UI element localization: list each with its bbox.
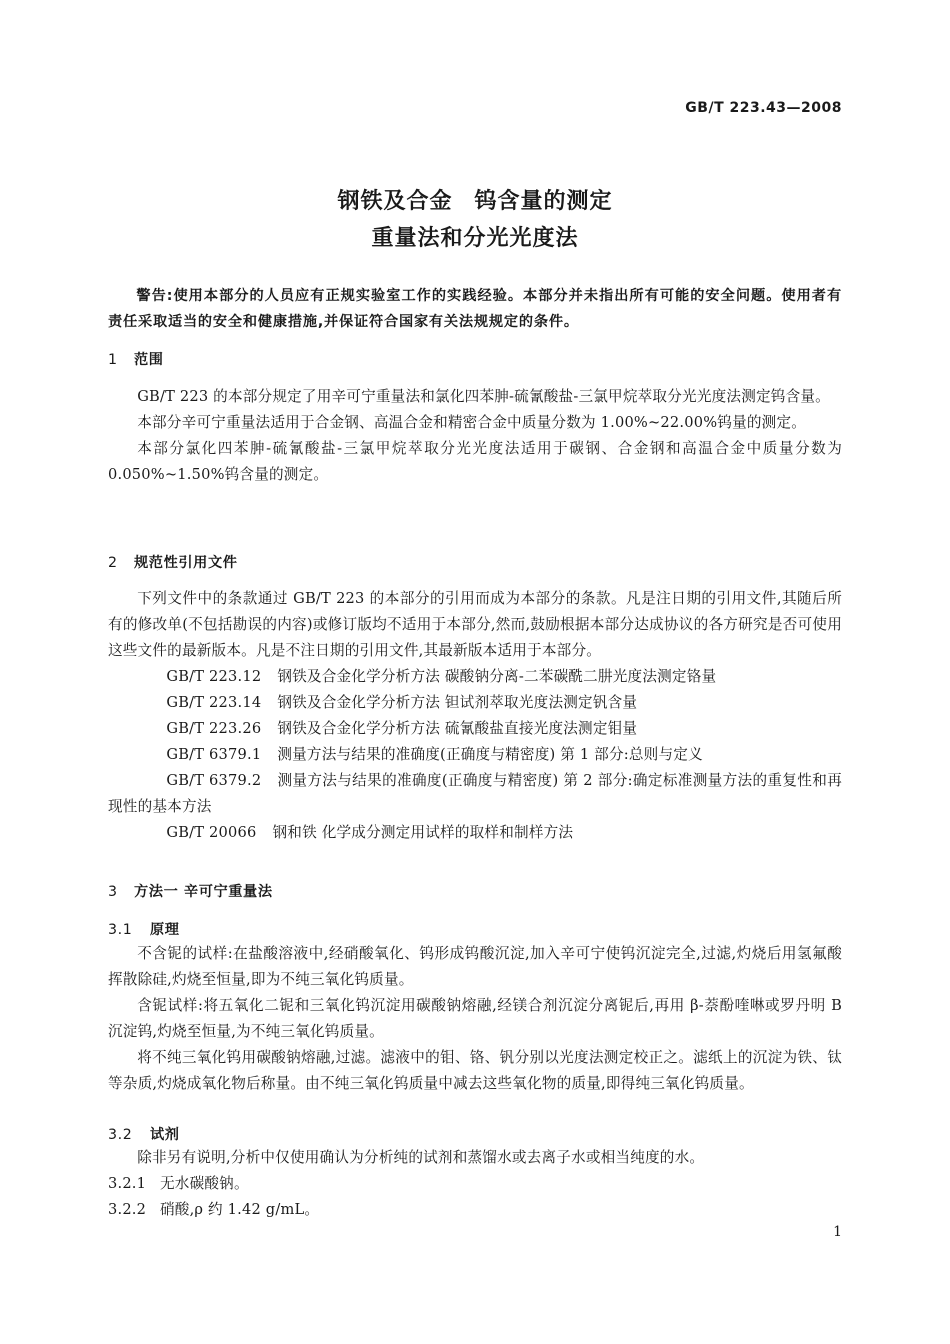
- section-3-1-paragraph: 不含铌的试样:在盐酸溶液中,经硝酸氧化、钨形成钨酸沉淀,加入辛可宁使钨沉淀完全,过滤,灼烧后用氢氟酸挥散除硅,灼烧至恒量,即为不纯三氧化钨质量。: [108, 945, 842, 988]
- reference-code: GB/T 223.26: [166, 720, 262, 737]
- section-1-number: 1: [108, 352, 118, 368]
- reference-item: [108, 820, 842, 846]
- reference-code: GB/T 223.12: [166, 668, 262, 685]
- reagent-number: 3.2.1: [108, 1175, 147, 1192]
- document-title-line2: 重量法和分光光度法: [371, 226, 579, 251]
- section-1-title: 范围: [134, 352, 164, 368]
- page-number: 1: [833, 1224, 842, 1240]
- section-2-intro: 下列文件中的条款通过 GB/T 223 的本部分的引用而成为本部分的条款。凡是注日期的引用文件,其随后所有的修改单(不包括勘误的内容)或修订版均不适用于本部分,然而,鼓励根据本部分达成协议的各方研究是否可使用这些文件的最新版本。凡是不注日期的引用文件,其最新版本适用于本部分。: [108, 590, 842, 659]
- section-3-1-title: 原理: [150, 922, 180, 938]
- reagent-text: 硝酸,ρ 约 1.42 g/mL。: [160, 1201, 320, 1218]
- section-3-2-heading: [108, 1124, 180, 1144]
- reference-item: [108, 690, 842, 716]
- section-3-2-number: 3.2: [108, 1127, 133, 1143]
- reference-code: GB/T 20066: [166, 824, 257, 841]
- section-3-2-paragraph: 除非另有说明,分析中仅使用确认为分析纯的试剂和蒸馏水或去离子水或相当纯度的水。: [137, 1149, 705, 1166]
- section-3-number: 3: [108, 884, 118, 900]
- safety-warning: 警告:使用本部分的人员应有正规实验室工作的实践经验。本部分并未指出所有可能的安全问题。使用者有责任采取适当的安全和健康措施,并保证符合国家有关法规规定的条件。: [108, 288, 842, 330]
- standard-code: GB/T 223.43—2008: [685, 100, 842, 116]
- reagent-text: 无水碳酸钠。: [160, 1175, 249, 1192]
- reference-title: 钢和铁 化学成分测定用试样的取样和制样方法: [272, 824, 574, 841]
- section-2-heading: [108, 552, 238, 572]
- title-part2: 钨含量的测定: [474, 189, 613, 214]
- reference-code: GB/T 6379.2: [166, 772, 262, 789]
- section-2-number: 2: [108, 555, 118, 571]
- reference-code: GB/T 6379.1: [166, 746, 262, 763]
- section-1-heading: [108, 349, 164, 369]
- section-3-title: 方法一 辛可宁重量法: [134, 884, 273, 900]
- title-part1: 钢铁及合金: [337, 189, 453, 214]
- reference-title: 钢铁及合金化学分析方法 硫氰酸盐直接光度法测定钼量: [277, 720, 638, 737]
- reference-item: [108, 716, 842, 742]
- reference-title: 测量方法与结果的准确度(正确度与精密度) 第 2 部分:确定标准测量方法的重复性和再现性的基本方法: [108, 772, 842, 815]
- reference-item: [108, 664, 842, 690]
- reference-code: GB/T 223.14: [166, 694, 262, 711]
- section-3-2-title: 试剂: [150, 1127, 180, 1143]
- document-title-line1: [0, 184, 950, 215]
- reference-title: 测量方法与结果的准确度(正确度与精密度) 第 1 部分:总则与定义: [277, 746, 703, 763]
- section-1-paragraph: GB/T 223 的本部分规定了用辛可宁重量法和氯化四苯胂-硫氰酸盐-三氯甲烷萃取分光光度法测定钨含量。: [137, 388, 830, 405]
- reagent-number: 3.2.2: [108, 1201, 147, 1218]
- section-3-2-body: [108, 1145, 842, 1223]
- section-3-1-number: 3.1: [108, 922, 133, 938]
- reference-item: [108, 768, 842, 820]
- reagent-item: [108, 1197, 842, 1223]
- reference-title: 钢铁及合金化学分析方法 钽试剂萃取光度法测定钒含量: [277, 694, 638, 711]
- section-1-paragraph: 本部分氯化四苯胂-硫氰酸盐-三氯甲烷萃取分光光度法适用于碳钢、合金钢和高温合金中质量分数为 0.050%~1.50%钨含量的测定。: [108, 440, 842, 483]
- section-3-1-paragraph: 含铌试样:将五氧化二铌和三氧化钨沉淀用碳酸钠熔融,经镁合剂沉淀分离铌后,再用 β-萘酚喹啉或罗丹明 B 沉淀钨,灼烧至恒量,为不纯三氧化钨质量。: [108, 997, 842, 1040]
- reference-title: 钢铁及合金化学分析方法 碳酸钠分离-二苯碳酰二肼光度法测定铬量: [277, 668, 717, 685]
- section-2-body: [108, 586, 842, 846]
- section-2-title: 规范性引用文件: [134, 555, 238, 571]
- section-3-1-heading: [108, 919, 180, 939]
- section-1-body: [108, 384, 842, 488]
- section-3-heading: [108, 881, 273, 901]
- section-1-paragraph: 本部分辛可宁重量法适用于合金钢、高温合金和精密合金中质量分数为 1.00%~22.00%钨量的测定。: [137, 414, 807, 431]
- reference-item: [108, 742, 842, 768]
- section-3-1-body: [108, 941, 842, 1097]
- section-3-1-paragraph: 将不纯三氧化钨用碳酸钠熔融,过滤。滤液中的钼、铬、钒分别以光度法测定校正之。滤纸上的沉淀为铁、钛等杂质,灼烧成氧化物后称量。由不纯三氧化钨质量中减去这些氧化物的质量,即得纯三氧化钨质量。: [108, 1049, 842, 1092]
- reagent-item: [108, 1171, 842, 1197]
